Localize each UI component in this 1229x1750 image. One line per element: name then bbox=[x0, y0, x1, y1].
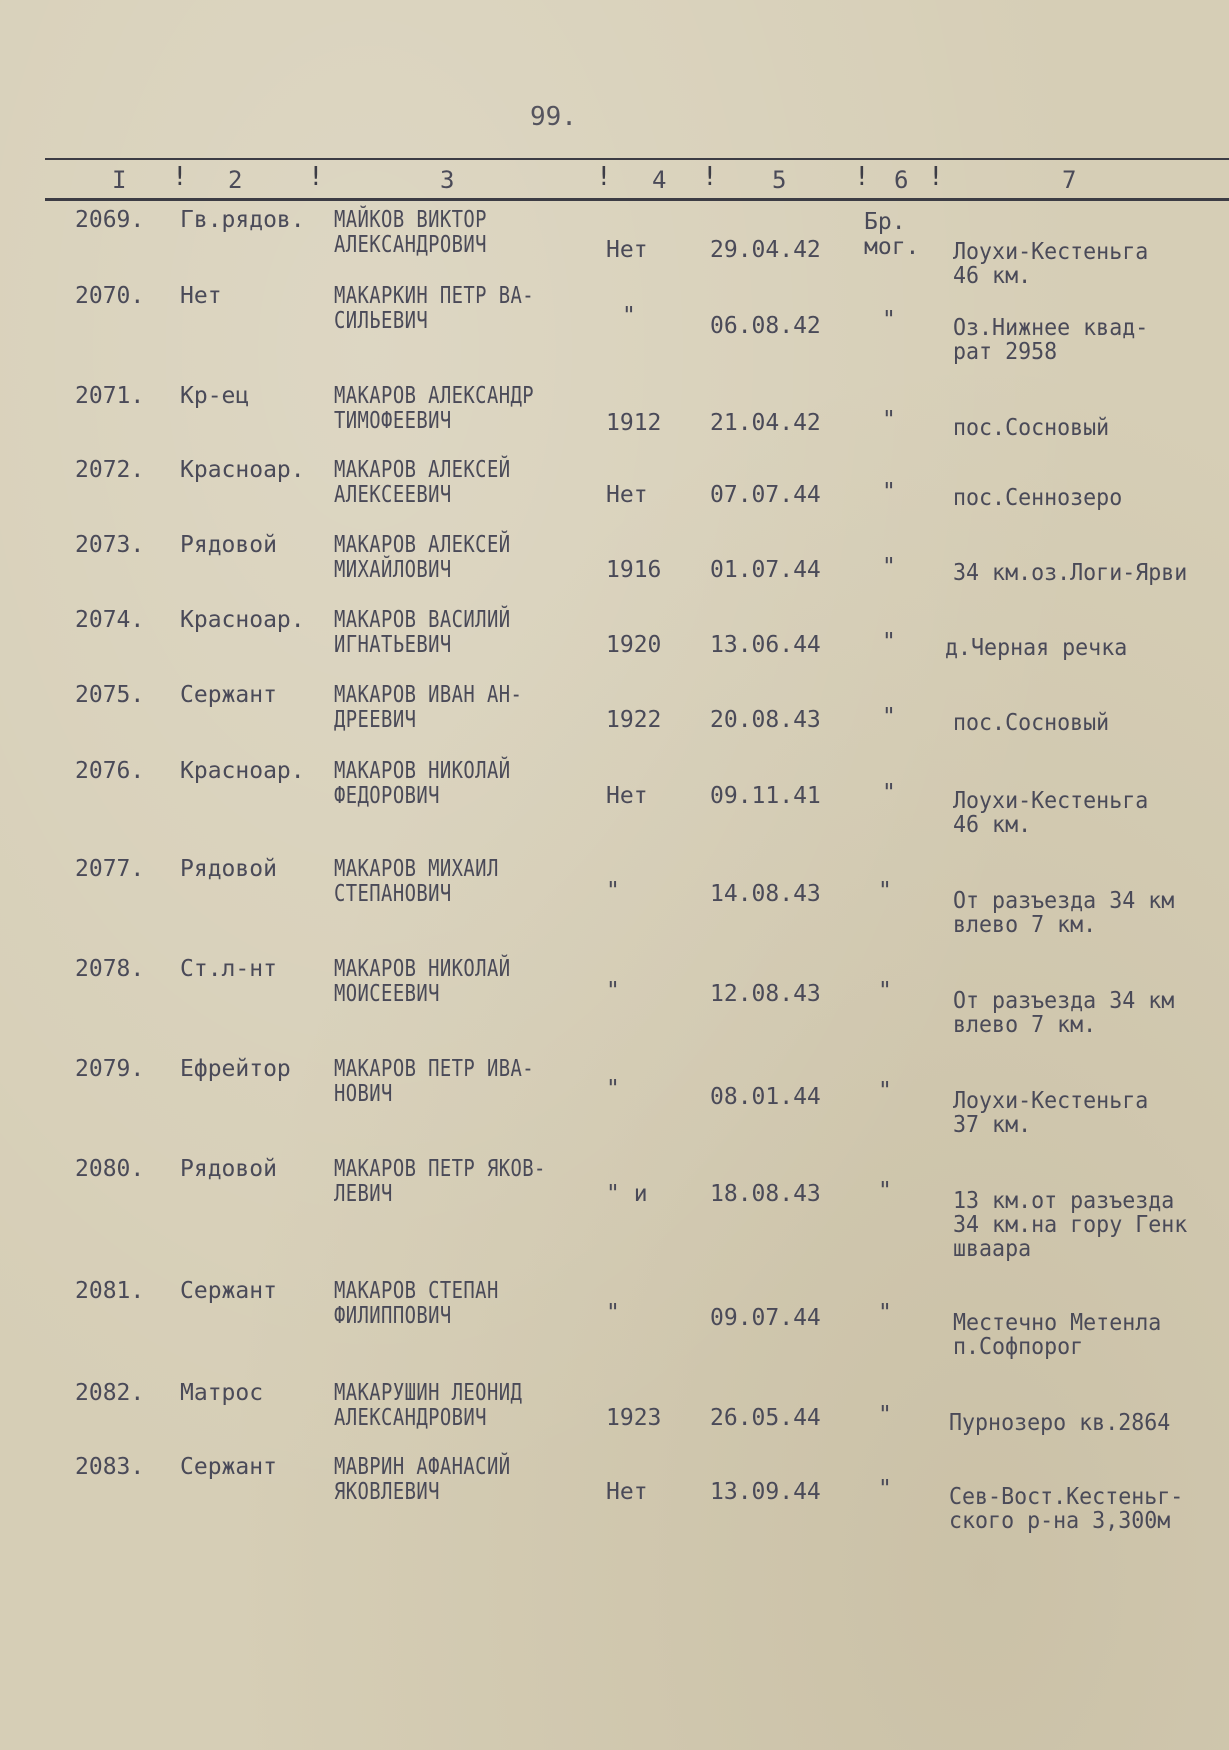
column-separator: ! bbox=[702, 162, 718, 192]
header-top-rule bbox=[45, 158, 1229, 160]
burial-type: " bbox=[882, 629, 896, 655]
death-date: 07.07.44 bbox=[710, 482, 821, 508]
death-date: 13.06.44 bbox=[710, 632, 821, 658]
page-number: 99. bbox=[530, 102, 577, 132]
birth-year: Нет bbox=[606, 783, 648, 809]
death-date: 06.08.42 bbox=[710, 313, 821, 339]
rank: Ст.л-нт bbox=[180, 956, 277, 982]
burial-place-line-3: шваара bbox=[953, 1236, 1032, 1262]
burial-place-line-2: рат 2958 bbox=[953, 339, 1058, 365]
record-number: 2076. bbox=[75, 758, 145, 784]
column-header-4: 4 bbox=[652, 166, 667, 194]
header-bottom-rule bbox=[45, 198, 1229, 201]
table-row bbox=[0, 1455, 1229, 1545]
burial-place: пос.Сосновый bbox=[953, 710, 1110, 736]
burial-place-line-1: Лоухи-Кестеньга bbox=[953, 239, 1149, 265]
table-row bbox=[0, 683, 1229, 759]
column-separator: ! bbox=[854, 162, 870, 192]
full-name-line-2: АЛЕКСЕЕВИЧ bbox=[334, 482, 452, 508]
rank: Нет bbox=[180, 283, 222, 309]
record-number: 2079. bbox=[75, 1056, 145, 1082]
burial-place-line-2: ского р-на 3,300м bbox=[949, 1508, 1171, 1534]
records-list bbox=[0, 208, 1229, 1545]
column-header-6: 6 bbox=[894, 166, 909, 194]
rank: Рядовой bbox=[180, 1156, 277, 1182]
table-row bbox=[0, 608, 1229, 683]
birth-year: 1916 bbox=[606, 557, 662, 583]
burial-place-line-2: 37 км. bbox=[953, 1112, 1032, 1138]
rank: Сержант bbox=[180, 1278, 277, 1304]
table-row bbox=[0, 284, 1229, 384]
burial-type: " bbox=[882, 479, 896, 505]
record-number: 2071. bbox=[75, 383, 145, 409]
column-header-5: 5 bbox=[772, 166, 787, 194]
death-date: 26.05.44 bbox=[710, 1405, 821, 1431]
birth-year: Нет bbox=[606, 482, 648, 508]
birth-year: 1912 bbox=[606, 410, 662, 436]
full-name-line-2: ДРЕЕВИЧ bbox=[334, 707, 417, 733]
record-number: 2077. bbox=[75, 856, 145, 882]
full-name-line-1: МАКАРОВ СТЕПАН bbox=[334, 1278, 499, 1304]
burial-place-line-2: 46 км. bbox=[953, 263, 1032, 289]
table-row bbox=[0, 384, 1229, 458]
burial-place-line-2: 34 км.на гору Генк bbox=[953, 1212, 1188, 1238]
column-header-3: 3 bbox=[440, 166, 455, 194]
burial-type: " bbox=[882, 780, 896, 806]
full-name-line-1: МАКАРОВ НИКОЛАЙ bbox=[334, 956, 511, 982]
full-name-line-1: МАЙКОВ ВИКТОР bbox=[334, 207, 487, 233]
column-header-1: I bbox=[112, 166, 127, 194]
record-number: 2072. bbox=[75, 457, 145, 483]
burial-place: д.Черная речка bbox=[945, 635, 1128, 661]
burial-place-line-1: Лоухи-Кестеньга bbox=[953, 1088, 1149, 1114]
full-name-line-1: МАКАРКИН ПЕТР ВА- bbox=[334, 283, 535, 309]
table-row bbox=[0, 533, 1229, 608]
rank: Кр-ец bbox=[180, 383, 250, 409]
rank: Сержант bbox=[180, 682, 277, 708]
full-name-line-1: МАКАРОВ ИВАН АН- bbox=[334, 682, 523, 708]
death-date: 12.08.43 bbox=[710, 981, 821, 1007]
burial-type: " bbox=[882, 704, 896, 730]
full-name-line-2: ТИМОФЕЕВИЧ bbox=[334, 408, 452, 434]
table-row bbox=[0, 1157, 1229, 1279]
record-number: 2073. bbox=[75, 532, 145, 558]
full-name-line-2: МОИСЕЕВИЧ bbox=[334, 981, 440, 1007]
column-header-7: 7 bbox=[1062, 166, 1077, 194]
burial-type: " bbox=[878, 1402, 892, 1428]
record-number: 2075. bbox=[75, 682, 145, 708]
column-header-2: 2 bbox=[228, 166, 243, 194]
burial-place-line-1: Местечно Метенла bbox=[953, 1310, 1162, 1336]
burial-type: " bbox=[878, 878, 892, 904]
burial-place-line-2: влево 7 км. bbox=[953, 1012, 1097, 1038]
full-name-line-1: МАКАРОВ ПЕТР ЯКОВ- bbox=[334, 1156, 546, 1182]
death-date: 29.04.42 bbox=[710, 237, 821, 263]
burial-place: 34 км.оз.Логи-Ярви bbox=[953, 560, 1188, 586]
death-date: 21.04.42 bbox=[710, 410, 821, 436]
full-name-line-2: АЛЕКСАНДРОВИЧ bbox=[334, 232, 487, 258]
burial-place-line-1: 13 км.от разъезда bbox=[953, 1188, 1175, 1214]
rank: Красноар. bbox=[180, 607, 305, 633]
birth-year: Нет bbox=[606, 1479, 648, 1505]
death-date: 13.09.44 bbox=[710, 1479, 821, 1505]
death-date: 20.08.43 bbox=[710, 707, 821, 733]
full-name-line-2: ИГНАТЬЕВИЧ bbox=[334, 632, 452, 658]
rank: Сержант bbox=[180, 1454, 277, 1480]
table-row bbox=[0, 458, 1229, 533]
full-name-line-2: ФЕДОРОВИЧ bbox=[334, 783, 440, 809]
death-date: 14.08.43 bbox=[710, 881, 821, 907]
burial-type: " bbox=[882, 407, 896, 433]
full-name-line-1: МАКАРОВ МИХАИЛ bbox=[334, 856, 499, 882]
rank: Гв.рядов. bbox=[180, 207, 305, 233]
burial-type-line-1: Бр. bbox=[864, 209, 906, 235]
full-name-line-1: МАКАРОВ ВАСИЛИЙ bbox=[334, 607, 511, 633]
birth-year: Нет bbox=[606, 237, 648, 263]
full-name-line-1: МАКАРОВ АЛЕКСЕЙ bbox=[334, 457, 511, 483]
birth-year: " и bbox=[606, 1181, 648, 1207]
burial-place: Пурнозеро кв.2864 bbox=[949, 1410, 1171, 1436]
full-name-line-1: МАКАРОВ НИКОЛАЙ bbox=[334, 758, 511, 784]
burial-type: " bbox=[882, 554, 896, 580]
table-row bbox=[0, 207, 1229, 289]
record-number: 2083. bbox=[75, 1454, 145, 1480]
burial-place-line-1: Сев-Вост.Кестеньг- bbox=[949, 1484, 1184, 1510]
rank: Красноар. bbox=[180, 457, 305, 483]
rank: Красноар. bbox=[180, 758, 305, 784]
column-separator: ! bbox=[596, 162, 612, 192]
death-date: 18.08.43 bbox=[710, 1181, 821, 1207]
burial-type: " bbox=[878, 1476, 892, 1502]
full-name-line-2: ФИЛИППОВИЧ bbox=[334, 1303, 452, 1329]
record-number: 2074. bbox=[75, 607, 145, 633]
burial-type: " bbox=[878, 1300, 892, 1326]
burial-type-line-2: мог. bbox=[864, 234, 920, 260]
death-date: 09.11.41 bbox=[710, 783, 821, 809]
full-name-line-2: АЛЕКСАНДРОВИЧ bbox=[334, 1405, 487, 1431]
burial-place-line-1: Лоухи-Кестеньга bbox=[953, 788, 1149, 814]
burial-type: " bbox=[878, 1078, 892, 1104]
column-separator: ! bbox=[928, 162, 944, 192]
birth-year: " bbox=[622, 303, 636, 329]
birth-year: " bbox=[606, 1300, 620, 1326]
full-name-line-2: СИЛЬЕВИЧ bbox=[334, 308, 429, 334]
table-row bbox=[0, 857, 1229, 957]
full-name-line-2: НОВИЧ bbox=[334, 1081, 393, 1107]
full-name-line-2: СТЕПАНОВИЧ bbox=[334, 881, 452, 907]
full-name-line-1: МАКАРОВ АЛЕКСЕЙ bbox=[334, 532, 511, 558]
full-name-line-1: МАКАРОВ АЛЕКСАНДР bbox=[334, 383, 535, 409]
death-date: 08.01.44 bbox=[710, 1084, 821, 1110]
full-name-line-1: МАКАРОВ ПЕТР ИВА- bbox=[334, 1056, 535, 1082]
record-number: 2082. bbox=[75, 1380, 145, 1406]
full-name-line-2: МИХАЙЛОВИЧ bbox=[334, 557, 452, 583]
birth-year: " bbox=[606, 878, 620, 904]
birth-year: 1923 bbox=[606, 1405, 662, 1431]
death-date: 09.07.44 bbox=[710, 1305, 821, 1331]
burial-place-line-1: От разъезда 34 км bbox=[953, 888, 1175, 914]
birth-year: 1920 bbox=[606, 632, 662, 658]
table-row bbox=[0, 1279, 1229, 1381]
burial-place-line-1: От разъезда 34 км bbox=[953, 988, 1175, 1014]
full-name-line-1: МАКАРУШИН ЛЕОНИД bbox=[334, 1380, 523, 1406]
burial-place-line-2: влево 7 км. bbox=[953, 912, 1097, 938]
birth-year: " bbox=[606, 1076, 620, 1102]
burial-type: " bbox=[878, 1178, 892, 1204]
record-number: 2070. bbox=[75, 283, 145, 309]
full-name-line-1: МАВРИН АФАНАСИЙ bbox=[334, 1454, 511, 1480]
table-row bbox=[0, 957, 1229, 1057]
table-row bbox=[0, 1381, 1229, 1455]
birth-year: " bbox=[606, 978, 620, 1004]
burial-place: пос.Сеннозеро bbox=[953, 485, 1123, 511]
record-number: 2078. bbox=[75, 956, 145, 982]
burial-place-line-2: п.Софпорог bbox=[953, 1334, 1084, 1360]
burial-type: " bbox=[878, 978, 892, 1004]
rank: Рядовой bbox=[180, 532, 277, 558]
burial-place-line-1: Оз.Нижнее квад- bbox=[953, 315, 1149, 341]
column-separator: ! bbox=[172, 162, 188, 192]
burial-type: " bbox=[882, 307, 896, 333]
rank: Рядовой bbox=[180, 856, 277, 882]
burial-place: пос.Сосновый bbox=[953, 415, 1110, 441]
full-name-line-2: ЛЕВИЧ bbox=[334, 1181, 393, 1207]
rank: Матрос bbox=[180, 1380, 264, 1406]
record-number: 2081. bbox=[75, 1278, 145, 1304]
table-row bbox=[0, 759, 1229, 857]
table-row bbox=[0, 1057, 1229, 1157]
rank: Ефрейтор bbox=[180, 1056, 291, 1082]
burial-place-line-2: 46 км. bbox=[953, 812, 1032, 838]
record-number: 2080. bbox=[75, 1156, 145, 1182]
column-separator: ! bbox=[308, 162, 324, 192]
death-date: 01.07.44 bbox=[710, 557, 821, 583]
full-name-line-2: ЯКОВЛЕВИЧ bbox=[334, 1479, 440, 1505]
birth-year: 1922 bbox=[606, 707, 662, 733]
record-number: 2069. bbox=[75, 207, 145, 233]
